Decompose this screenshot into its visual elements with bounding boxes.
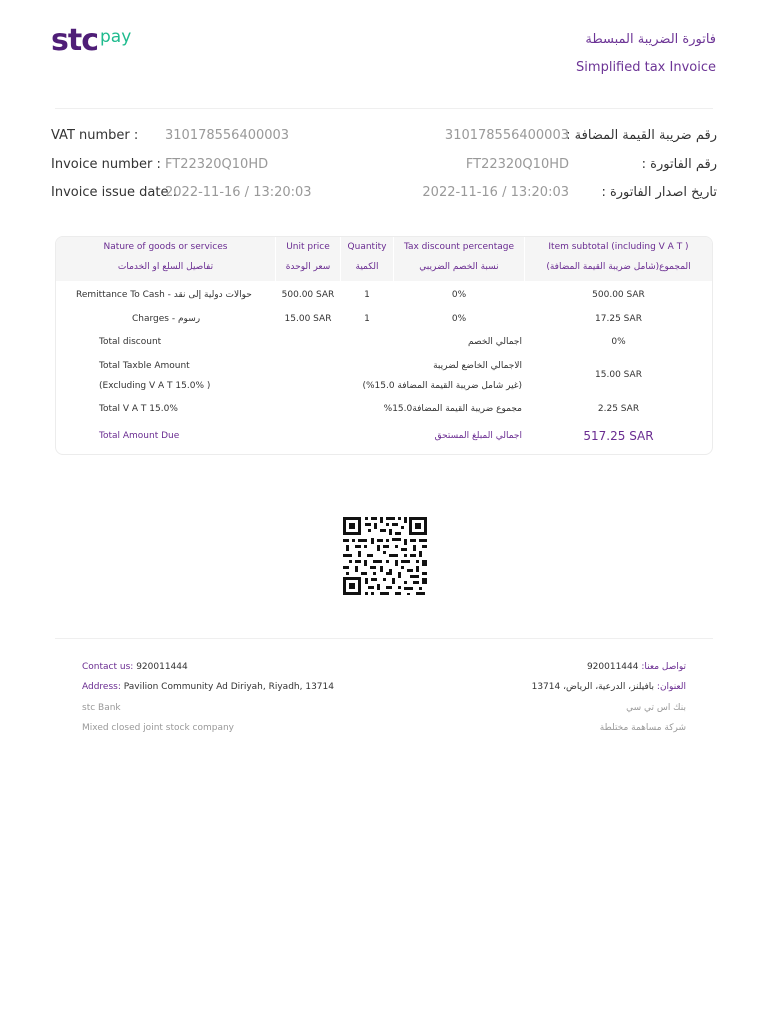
company-type: Mixed closed joint stock company bbox=[82, 723, 235, 733]
row-1-subtotal: 500.00 SAR bbox=[592, 290, 645, 300]
row-2-unit-price: 15.00 SAR bbox=[284, 314, 332, 324]
contact-phone: 920011444 bbox=[136, 662, 188, 672]
header-unit-price-ar: سعر الوحدة bbox=[285, 262, 331, 272]
total-vat-label: Total V A T 15.0% bbox=[99, 404, 178, 414]
address-label: Address: bbox=[82, 682, 121, 692]
bank-name-ar: بنك اس تي سي bbox=[626, 703, 686, 713]
vat-number-label-ar: رقم ضريبة القيمة المضافة : bbox=[566, 128, 717, 143]
vat-number-row bbox=[51, 128, 717, 146]
issue-date-value: 2022-11-16 / 13:20:03 bbox=[165, 185, 312, 200]
vat-number-value: 310178556400003 bbox=[165, 128, 290, 143]
total-vat-value: 2.25 SAR bbox=[597, 404, 640, 414]
taxable-amount-sublabel: (Excluding V A T 15.0% ) bbox=[99, 381, 211, 391]
issue-date-label-ar: تاريخ اصدار الفاتورة : bbox=[601, 185, 717, 200]
table-header bbox=[56, 237, 712, 281]
total-discount-value: 0% bbox=[611, 337, 626, 347]
row-2-subtotal: 17.25 SAR bbox=[595, 314, 642, 324]
header-tax-discount-en: Tax discount percentage bbox=[403, 242, 515, 252]
header-quantity bbox=[341, 237, 393, 281]
taxable-amount-label: Total Taxble Amount bbox=[99, 361, 190, 371]
header-unit-price bbox=[276, 237, 340, 281]
header-item-subtotal-en: Item subtotal (including V A T ) bbox=[548, 242, 689, 252]
row-2-description: Charges - رسوم bbox=[132, 314, 201, 324]
contact-phone-ar: 920011444 bbox=[586, 662, 639, 672]
taxable-amount-label-ar: الاجمالي الخاضع لضريبة bbox=[433, 361, 522, 371]
header-description-en: Nature of goods or services bbox=[103, 242, 228, 252]
contact-line-ar bbox=[587, 662, 686, 672]
issue-date-label: Invoice issue date : bbox=[51, 185, 177, 200]
row-1-description: Remittance To Cash - حوالات دولية إلى نقد bbox=[76, 290, 252, 300]
contact-label-ar: تواصل معنا: bbox=[641, 662, 686, 672]
header-quantity-ar: الكمية bbox=[355, 262, 379, 272]
invoice-number-row bbox=[51, 157, 717, 175]
row-1-discount: 0% bbox=[451, 290, 467, 300]
header-quantity-en: Quantity bbox=[347, 242, 387, 252]
issue-date-value-ar: 2022-11-16 / 13:20:03 bbox=[422, 185, 569, 200]
bank-name: stc Bank bbox=[82, 703, 121, 713]
logo-pay-text: pay bbox=[99, 27, 132, 47]
header-separator bbox=[393, 237, 394, 281]
invoice-title-arabic: فاتورة الضريبة المبسطة bbox=[585, 32, 716, 47]
total-due-label-ar: اجمالي المبلغ المستحق bbox=[434, 431, 522, 441]
address-line bbox=[82, 682, 334, 692]
issue-date-row bbox=[51, 185, 717, 203]
row-1-unit-price: 500.00 SAR bbox=[281, 290, 335, 300]
qr-code bbox=[342, 516, 428, 596]
company-type-ar: شركة مساهمة مختلطة bbox=[599, 723, 686, 733]
logo-stc-text: stc bbox=[51, 23, 98, 58]
contact-line bbox=[82, 662, 188, 672]
header-description-ar: تفاصيل السلع او الخدمات bbox=[117, 262, 214, 272]
invoice-number-label: Invoice number : bbox=[51, 157, 161, 172]
header-description bbox=[56, 237, 275, 281]
address-value-ar: بافيلنز، الدرعية، الرياض، 13714 bbox=[531, 682, 655, 692]
footer-divider bbox=[55, 638, 713, 639]
invoice-items-table bbox=[55, 236, 713, 455]
row-2-discount: 0% bbox=[451, 314, 467, 324]
total-discount-label-ar: اجمالي الخصم bbox=[468, 337, 522, 347]
invoice-number-label-ar: رقم الفاتورة : bbox=[641, 157, 717, 172]
invoice-number-value-ar: FT22320Q10HD bbox=[465, 157, 569, 172]
total-vat-label-ar: مجموع ضريبة القيمة المضافة15.0% bbox=[383, 404, 522, 414]
header-separator bbox=[275, 237, 276, 281]
row-2-quantity: 1 bbox=[364, 314, 370, 324]
address-label-ar: العنوان: bbox=[656, 682, 686, 692]
total-due-value: 517.25 SAR bbox=[583, 429, 654, 443]
header-separator bbox=[524, 237, 525, 281]
header-divider bbox=[55, 108, 713, 109]
address-line-ar bbox=[532, 682, 686, 692]
address-value: Pavilion Community Ad Diriyah, Riyadh, 13714 bbox=[123, 682, 334, 692]
header-separator bbox=[340, 237, 341, 281]
taxable-amount-sublabel-ar: (غير شامل ضريبة القيمة المضافة 15.0%) bbox=[362, 381, 522, 391]
total-due-label: Total Amount Due bbox=[99, 431, 180, 441]
invoice-title-english: Simplified tax Invoice bbox=[576, 60, 716, 75]
total-discount-label: Total discount bbox=[99, 337, 162, 347]
row-1-quantity: 1 bbox=[364, 290, 370, 300]
header-tax-discount bbox=[394, 237, 524, 281]
header-item-subtotal bbox=[525, 237, 712, 281]
header-unit-price-en: Unit price bbox=[286, 242, 330, 252]
header-tax-discount-ar: نسبة الخصم الضريبي bbox=[419, 262, 499, 272]
vat-number-label: VAT number : bbox=[51, 128, 139, 143]
invoice-number-value: FT22320Q10HD bbox=[165, 157, 269, 172]
taxable-amount-value: 15.00 SAR bbox=[595, 370, 642, 380]
contact-label: Contact us: bbox=[82, 662, 134, 672]
vat-number-value-ar: 310178556400003 bbox=[444, 128, 569, 143]
stc-pay-logo bbox=[51, 23, 132, 58]
header-item-subtotal-ar: المجموع(شامل ضريبة القيمة المضافة) bbox=[546, 262, 691, 272]
